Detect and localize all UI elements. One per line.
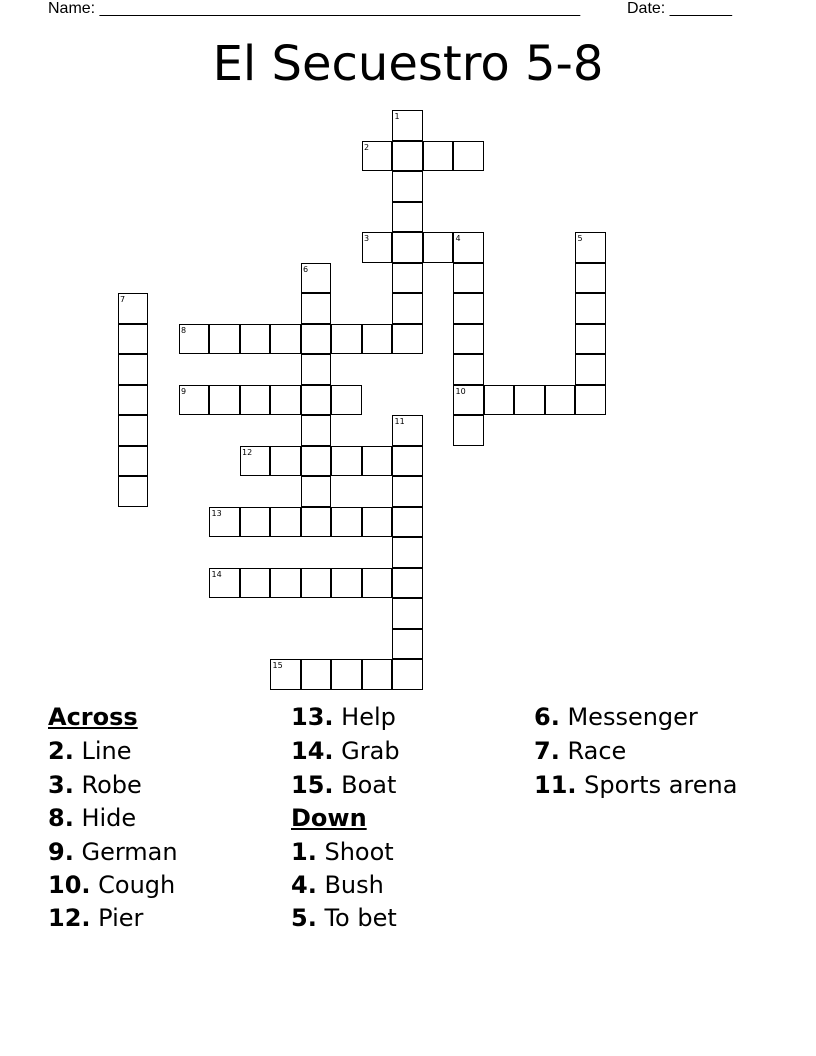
grid-cell[interactable] [301, 507, 332, 538]
grid-cell[interactable] [331, 659, 362, 690]
grid-cell[interactable] [362, 568, 393, 599]
grid-cell[interactable] [545, 385, 576, 416]
grid-cell[interactable] [453, 354, 484, 385]
clue-across-15: 15. Boat [291, 771, 397, 799]
clue-down-1: 1. Shoot [291, 838, 394, 866]
grid-cell[interactable] [392, 568, 423, 599]
grid-cell[interactable] [118, 354, 149, 385]
grid-cell[interactable] [392, 507, 423, 538]
grid-cell[interactable] [453, 263, 484, 294]
clue-across-8: 8. Hide [48, 804, 137, 832]
across-heading: Across [48, 703, 138, 731]
grid-cell[interactable] [240, 507, 271, 538]
grid-cell[interactable] [301, 446, 332, 477]
clue-across-13: 13. Help [291, 703, 396, 731]
grid-cell[interactable] [301, 385, 332, 416]
grid-cell[interactable] [392, 293, 423, 324]
grid-cell[interactable] [392, 446, 423, 477]
grid-cell[interactable] [240, 324, 271, 355]
grid-cell[interactable] [240, 385, 271, 416]
grid-cell[interactable] [575, 263, 606, 294]
cell-number-8: 8 [181, 325, 187, 335]
grid-cell[interactable] [575, 354, 606, 385]
cell-number-13: 13 [211, 508, 222, 518]
grid-cell[interactable] [209, 385, 240, 416]
grid-cell[interactable] [392, 232, 423, 263]
grid-cell[interactable] [453, 141, 484, 172]
grid-cell[interactable] [392, 598, 423, 629]
grid-cell[interactable] [301, 324, 332, 355]
grid-cell[interactable] [453, 324, 484, 355]
grid-cell[interactable] [301, 476, 332, 507]
clue-across-3: 3. Robe [48, 771, 142, 799]
clue-down-4: 4. Bush [291, 871, 384, 899]
grid-cell[interactable] [575, 324, 606, 355]
clue-across-12: 12. Pier [48, 904, 144, 932]
clue-across-10: 10. Cough [48, 871, 176, 899]
grid-cell[interactable] [301, 659, 332, 690]
grid-cell[interactable] [392, 659, 423, 690]
grid-cell[interactable] [331, 507, 362, 538]
grid-cell[interactable] [392, 476, 423, 507]
grid-cell[interactable] [392, 171, 423, 202]
grid-cell[interactable] [270, 446, 301, 477]
cell-number-5: 5 [577, 234, 583, 243]
cell-number-10: 10 [455, 386, 466, 396]
grid-cell[interactable] [270, 568, 301, 599]
grid-cell[interactable] [362, 659, 393, 690]
clue-down-5: 5. To bet [291, 904, 397, 932]
grid-cell[interactable] [118, 385, 149, 416]
grid-cell[interactable] [453, 293, 484, 324]
cell-number-12: 12 [242, 447, 253, 457]
grid-cell[interactable] [575, 385, 606, 416]
grid-cell[interactable] [270, 324, 301, 355]
grid-cell[interactable] [118, 476, 149, 507]
cell-number-7: 7 [120, 295, 126, 304]
grid-cell[interactable] [331, 446, 362, 477]
grid-cell[interactable] [392, 141, 423, 172]
grid-cell[interactable] [270, 507, 301, 538]
grid-cell[interactable] [362, 324, 393, 355]
grid-cell[interactable] [392, 263, 423, 294]
cell-number-14: 14 [211, 569, 222, 579]
clue-across-2: 2. Line [48, 737, 132, 765]
grid-cell[interactable] [392, 629, 423, 660]
clue-across-9: 9. German [48, 838, 178, 866]
grid-cell[interactable] [118, 415, 149, 446]
grid-cell[interactable] [453, 415, 484, 446]
grid-cell[interactable] [331, 385, 362, 416]
grid-cell[interactable] [423, 232, 454, 263]
cell-number-1: 1 [394, 112, 400, 121]
puzzle-title: El Secuestro 5-8 [212, 36, 604, 92]
clue-down-6: 6. Messenger [534, 703, 698, 731]
grid-cell[interactable] [118, 324, 149, 355]
down-heading: Down [291, 804, 367, 832]
grid-cell[interactable] [392, 324, 423, 355]
grid-cell[interactable] [484, 385, 515, 416]
date-line: Date: _______ [627, 0, 732, 17]
grid-cell[interactable] [270, 385, 301, 416]
clue-down-11: 11. Sports arena [534, 771, 738, 799]
clue-down-7: 7. Race [534, 737, 627, 765]
grid-cell[interactable] [362, 446, 393, 477]
grid-cell[interactable] [301, 293, 332, 324]
grid-cell[interactable] [118, 446, 149, 477]
grid-cell[interactable] [575, 293, 606, 324]
cell-number-15: 15 [272, 661, 283, 670]
clue-across-14: 14. Grab [291, 737, 400, 765]
grid-cell[interactable] [240, 568, 271, 599]
grid-cell[interactable] [301, 415, 332, 446]
cell-number-11: 11 [394, 417, 405, 426]
cell-number-9: 9 [181, 386, 187, 396]
grid-cell[interactable] [423, 141, 454, 172]
cell-number-6: 6 [303, 264, 309, 274]
grid-cell[interactable] [331, 568, 362, 599]
name-line: Name: ______________________________________________________ [48, 0, 581, 17]
grid-cell[interactable] [362, 507, 393, 538]
grid-cell[interactable] [331, 324, 362, 355]
grid-cell[interactable] [514, 385, 545, 416]
cell-number-2: 2 [364, 142, 370, 152]
grid-cell[interactable] [392, 202, 423, 233]
grid-cell[interactable] [209, 324, 240, 355]
grid-cell[interactable] [392, 537, 423, 568]
grid-cell[interactable] [301, 568, 332, 599]
cell-number-3: 3 [364, 234, 370, 243]
cell-number-4: 4 [455, 234, 461, 243]
grid-cell[interactable] [301, 354, 332, 385]
